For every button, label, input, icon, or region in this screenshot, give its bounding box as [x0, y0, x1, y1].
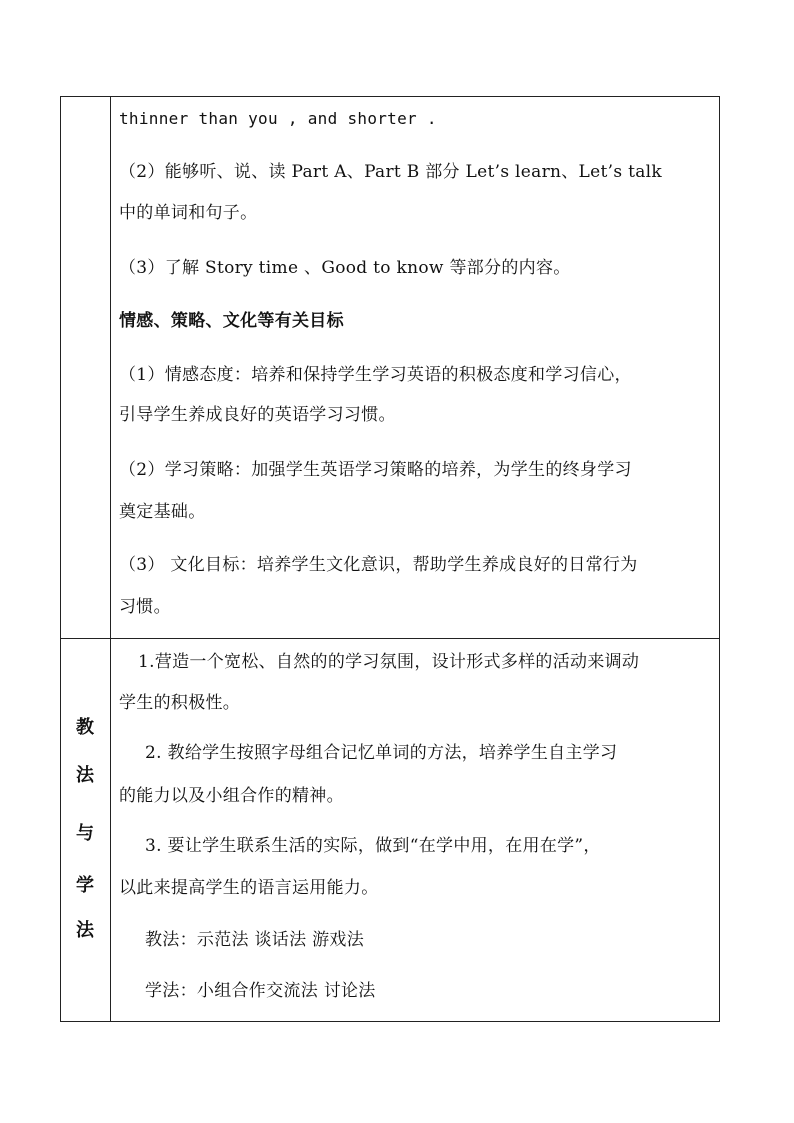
- row-divider: [61, 638, 719, 639]
- method-2-line-2: 的能力以及小组合作的精神。: [119, 786, 344, 806]
- learning-strategy-line-2: 奠定基础。: [119, 502, 206, 522]
- method-3-line-1: 3. 要让学生联系生活的实际，做到“在学中用，在用在学”，: [145, 836, 601, 856]
- objective-item-3: （3）了解 Story time 、Good to know 等部分的内容。: [119, 258, 571, 278]
- objective-continuation: thinner than you , and shorter .: [119, 109, 437, 128]
- teaching-methods: 教法：示范法 谈话法 游戏法: [145, 930, 365, 950]
- objective-item-2-line-2: 中的单词和句子。: [119, 203, 258, 223]
- side-label-char-2: 法: [76, 765, 94, 786]
- side-label-char-3: 与: [76, 823, 94, 844]
- method-1-line-1: 1.营造一个宽松、自然的的学习氛围，设计形式多样的活动来调动: [138, 652, 640, 672]
- method-1-line-2: 学生的积极性。: [119, 693, 241, 713]
- learning-methods: 学法：小组合作交流法 讨论法: [145, 981, 376, 1001]
- learning-strategy-line-1: （2）学习策略：加强学生英语学习策略的培养，为学生的终身学习: [119, 460, 632, 480]
- side-label-char-1: 教: [76, 717, 94, 738]
- method-2-line-1: 2. 教给学生按照字母组合记忆单词的方法，培养学生自主学习: [145, 743, 618, 763]
- culture-goal-line-2: 习惯。: [119, 597, 171, 617]
- affective-goals-heading: 情感、策略、文化等有关目标: [119, 311, 344, 331]
- affect-attitude-line-2: 引导学生养成良好的英语学习习惯。: [119, 405, 396, 425]
- side-label-char-4: 学: [76, 875, 94, 896]
- column-divider: [110, 97, 111, 1021]
- culture-goal-line-1: （3） 文化目标：培养学生文化意识，帮助学生养成良好的日常行为: [119, 555, 638, 575]
- side-label-char-5: 法: [76, 920, 94, 941]
- affect-attitude-line-1: （1）情感态度：培养和保持学生学习英语的积极态度和学习信心，: [119, 365, 632, 385]
- objective-item-2-line-1: （2）能够听、说、读 Part A、Part B 部分 Let’s learn、Let’s talk: [119, 162, 662, 182]
- method-3-line-2: 以此来提高学生的语言运用能力。: [119, 878, 379, 898]
